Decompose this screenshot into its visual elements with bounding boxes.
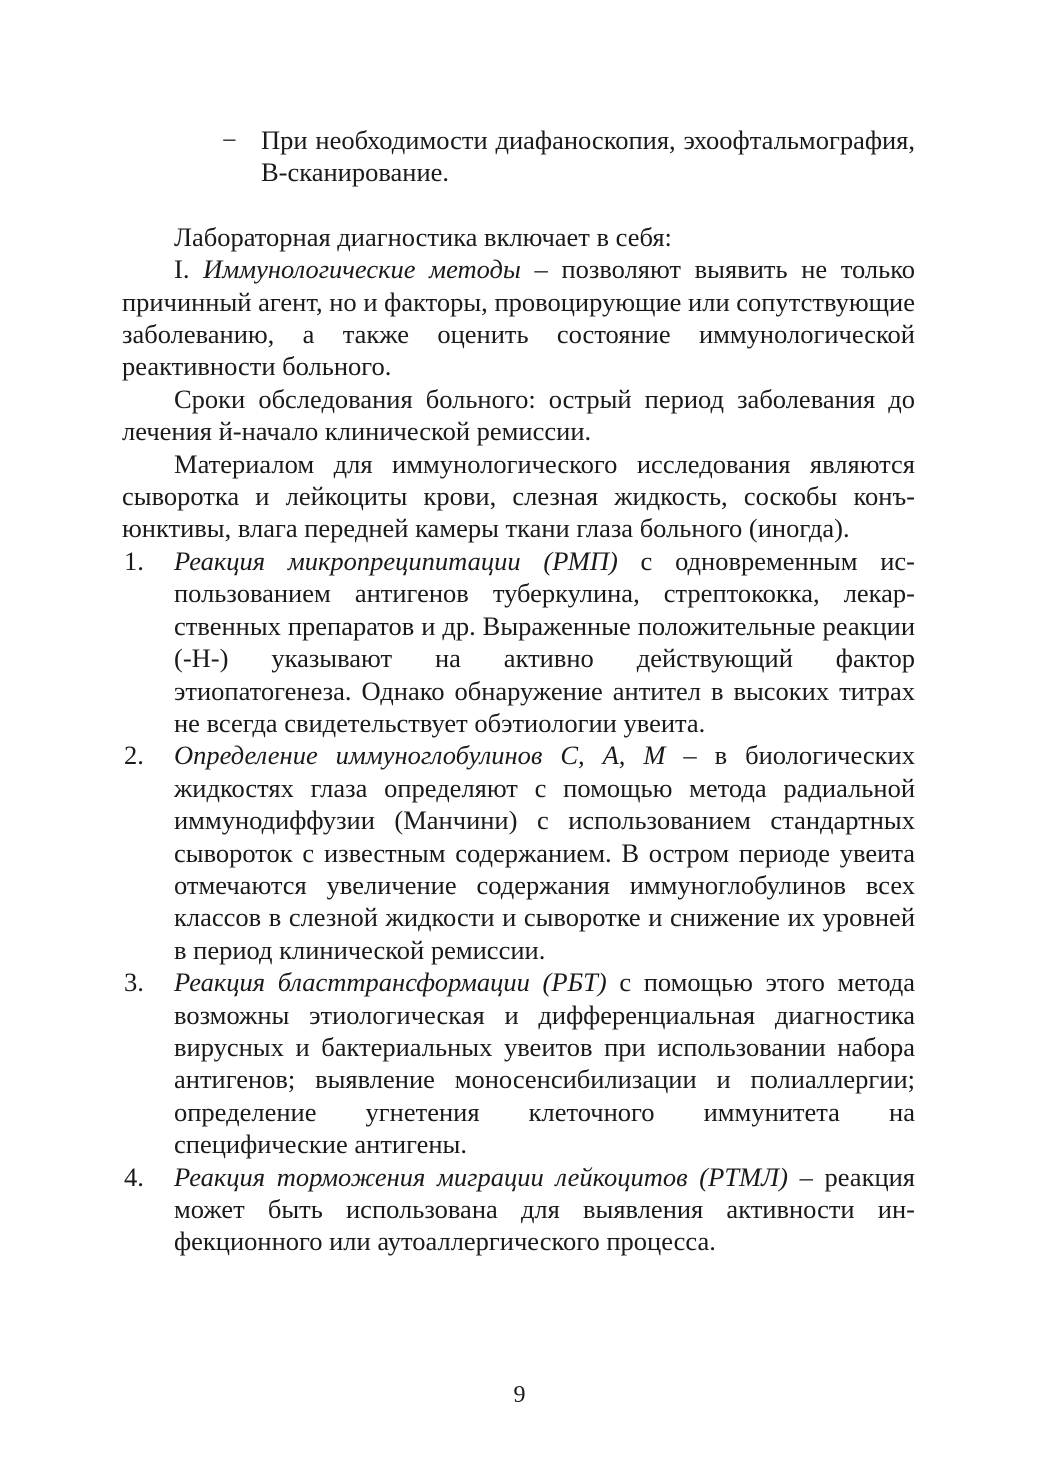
dash-item-text: При необходимости диафаноскопия, эхоофтальмография, В-сканирование. (261, 125, 915, 188)
immuno-prefix: I. (174, 254, 204, 285)
immuno-description: – позволяют выявить не только причинный агент, но и факторы, провоцирующие или сопутствующие заболеванию, а также оценить состояние иммунологической реактивности больного. (122, 254, 916, 382)
list-term: Реакция торможения миграции лейкоцитов (РТМЛ) (174, 1161, 788, 1192)
immuno-methods-paragraph (122, 253, 915, 383)
dash-list-item (122, 124, 915, 189)
list-text: – в биологических жидкостях глаза определяют с помощью метода радиальной иммунодиффузии (Манчини) с использованием стандартных сывороток с известным содержанием. В остром периоде увеита отмечаются увеличение содержания иммуноглобулинов всех классов в слезной жидкости и сыворотке и снижение их уровней в период клинической ремиссии. (174, 740, 915, 965)
list-item (122, 1161, 915, 1258)
list-text: с одновременным использованием антигенов туберкулина, стрептококка, лекарственных препаратов и др. Выраженные положительные реакции (-Н-) указывают на активно действующий фактор этиопатогенеза. Однако обнаружение антител в высоких титрах не всегда свидетельствует обэтиологии увеита. (174, 545, 915, 738)
list-text: – реакция может быть использована для выявления активности инфекционного или аутоаллергического процесса. (174, 1161, 915, 1257)
list-term: Определение иммуноглобулинов С, А, М (174, 740, 666, 771)
dash-marker: − (222, 125, 237, 155)
material-paragraph: Материалом для иммунологического исследования являются сыворотка и лейкоциты крови, слезная жидкость, соскобы конъюнктивы, влага передней камеры ткани глаза больного (иногда). (122, 448, 915, 544)
list-term: Реакция микропреципитации (РМП) (174, 545, 618, 576)
list-number: 4. (124, 1161, 144, 1192)
list-term: Реакция бласттрансформации (РБТ) (174, 967, 607, 998)
exam-terms-paragraph: Сроки обследования больного: острый период заболевания до лечения й-начало клинической ремиссии. (122, 383, 915, 447)
lab-intro-paragraph: Лабораторная диагностика включает в себя: (174, 221, 672, 252)
immuno-term: Иммунологические методы (203, 254, 521, 285)
list-number: 3. (124, 967, 144, 998)
list-item (122, 966, 915, 1160)
list-number: 1. (124, 545, 144, 576)
list-text: с помощью этого метода возможны этиологическая и дифференциальная диагностика вирусных и бактериальных увеитов при использовании набора антигенов; выявление моносенсибилизации и полиаллергии; определение угнетения клеточного иммунитета на специфические антигены. (174, 967, 915, 1160)
page-body (122, 124, 915, 1258)
list-item (122, 545, 915, 739)
page-number: 9 (513, 1382, 526, 1408)
list-number: 2. (124, 740, 144, 771)
list-item (122, 739, 915, 966)
